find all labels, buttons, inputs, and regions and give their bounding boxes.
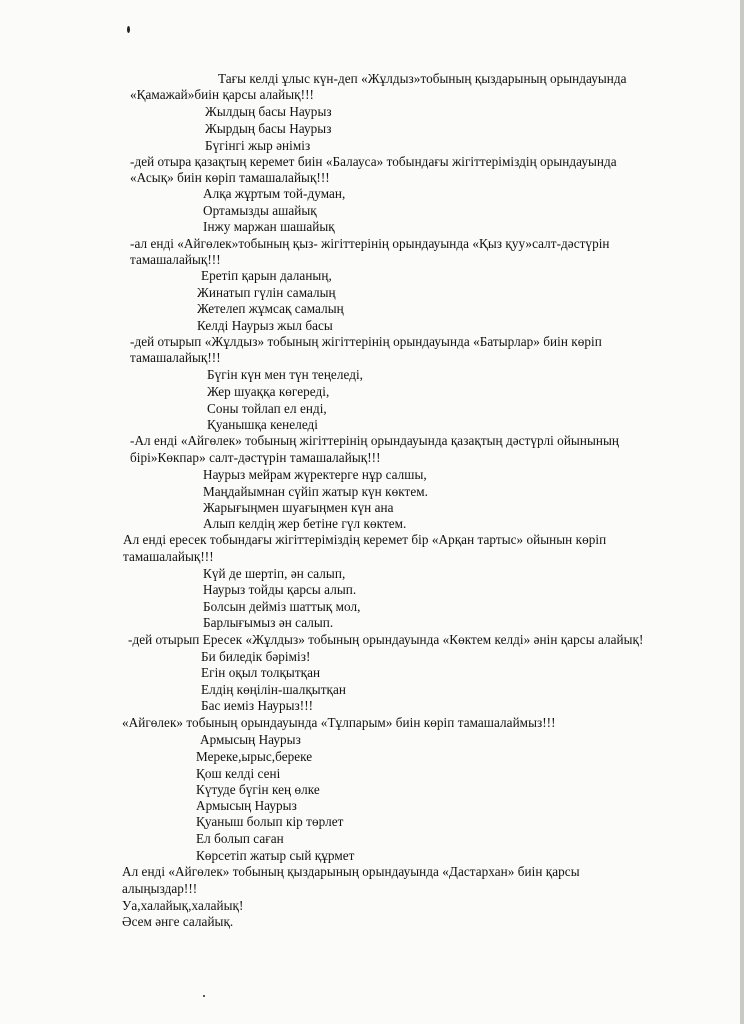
text-line: Жетелеп жұмсақ самалың [197,301,344,316]
text-line: Болсын дейміз шаттық мол, [203,599,361,614]
text-line: Қуаныш болып кір төрлет [196,814,344,829]
text-line: Жарығыңмен шуағыңмен күн ана [203,500,394,515]
scan-speck [203,995,205,997]
text-line: Жырдың басы Наурыз [205,121,332,136]
text-line: Інжу маржан шашайық [203,219,335,234]
text-line: «Қамажай»биін қарсы алайық!!! [130,87,314,102]
text-line: Бүгін күн мен түн теңеледі, [207,367,364,382]
text-line: Қош келді сені [196,766,281,781]
text-line: «Асық» биін көріп тамашалайық!!! [130,170,330,185]
text-line: Маңдайымнан сүйіп жатыр күн көктем. [203,484,428,499]
text-line: Алып келдің жер бетіне гүл көктем. [203,516,407,531]
text-line: Армысың Наурыз [196,798,297,813]
text-line: тамашалайық!!! [130,350,221,365]
text-line: Қуанышқа кенеледі [207,417,319,432]
text-line: Бас иеміз Наурыз!!! [201,698,314,713]
text-line: -дей отырып Ересек «Жұлдыз» тобының орындауында «Көктем келді» әнін қарсы алайық! [128,632,644,647]
text-line: -дей отыра қазақтың керемет биін «Балауса» тобындағы жігіттеріміздің орындауында [130,154,617,169]
text-line: Барлығымыз ән салып. [203,615,334,630]
text-line: Наурыз тойды қарсы алып. [203,582,357,597]
text-line: Күтуде бүгін кең өлке [196,782,320,797]
text-line: Әсем әнге салайық. [122,914,234,929]
text-line: Наурыз мейрам жүректерге нұр салшы, [203,467,427,482]
text-line: -дей отырып «Жұлдыз» тобының жігіттерінің орындауында «Батырлар» биін көріп [130,334,602,349]
text-line: -Ал енді «Айгөлек» тобының жігіттерінің орындауында қазақтың дәстүрлі ойынының [130,433,619,448]
text-line: тамашалайық!!! [123,549,214,564]
text-line: Алқа жұртым той-думан, [203,186,346,201]
text-line: Ал енді «Айгөлек» тобының қыздарының орындауында «Дастархан» биін қарсы [122,864,580,879]
text-line: бірі»Көкпар» салт-дәстүрін тамашалайық!!! [130,450,381,465]
text-line: Уа,халайық,халайық! [122,898,244,913]
text-line: «Айгөлек» тобының орындауында «Тұлпарым» биін көріп тамашалаймыз!!! [122,715,556,730]
text-line: Соны тойлап ел енді, [207,401,327,416]
text-line: Жинатып гүлін самалың [197,285,336,300]
text-line: Ел болып саған [196,831,284,846]
text-line: Ал енді ересек тобындағы жігіттеріміздің керемет бір «Арқан тартыс» ойынын көріп [123,532,607,547]
text-line: Ортамызды ашайық [203,203,317,218]
text-line: Жер шуаққа көгереді, [207,384,330,399]
scan-speck [127,26,130,33]
text-line: Жылдың басы Наурыз [205,104,332,119]
text-line: Мереке,ырыс,береке [196,749,313,764]
text-line: -ал енді «Айгөлек»тобының қыз- жігіттерінің орындауында «Қыз қуу»салт-дәстүрін [130,236,610,251]
text-line: тамашалайық!!! [130,252,221,267]
text-line: Би биледік бәріміз! [201,649,311,664]
text-line: Елдің көңілін-шалқытқан [201,682,346,697]
text-line: Бүгінгі жыр әнімiз [205,138,311,153]
text-line: Егін оқыл толқытқан [201,665,321,680]
text-line: Тағы келді ұлыс күн-деп «Жұлдыз»тобының қыздарының орындауында [218,71,627,86]
text-line: Келді Наурыз жыл басы [197,318,333,333]
page-edge [740,0,744,1024]
text-line: Көрсетіп жатыр сый құрмет [196,848,355,863]
text-line: алыңыздар!!! [122,881,198,896]
text-line: Күй де шертіп, ән салып, [203,566,346,581]
text-line: Армысың Наурыз [200,732,301,747]
text-line: Еретіп қарын даланың, [201,268,332,283]
